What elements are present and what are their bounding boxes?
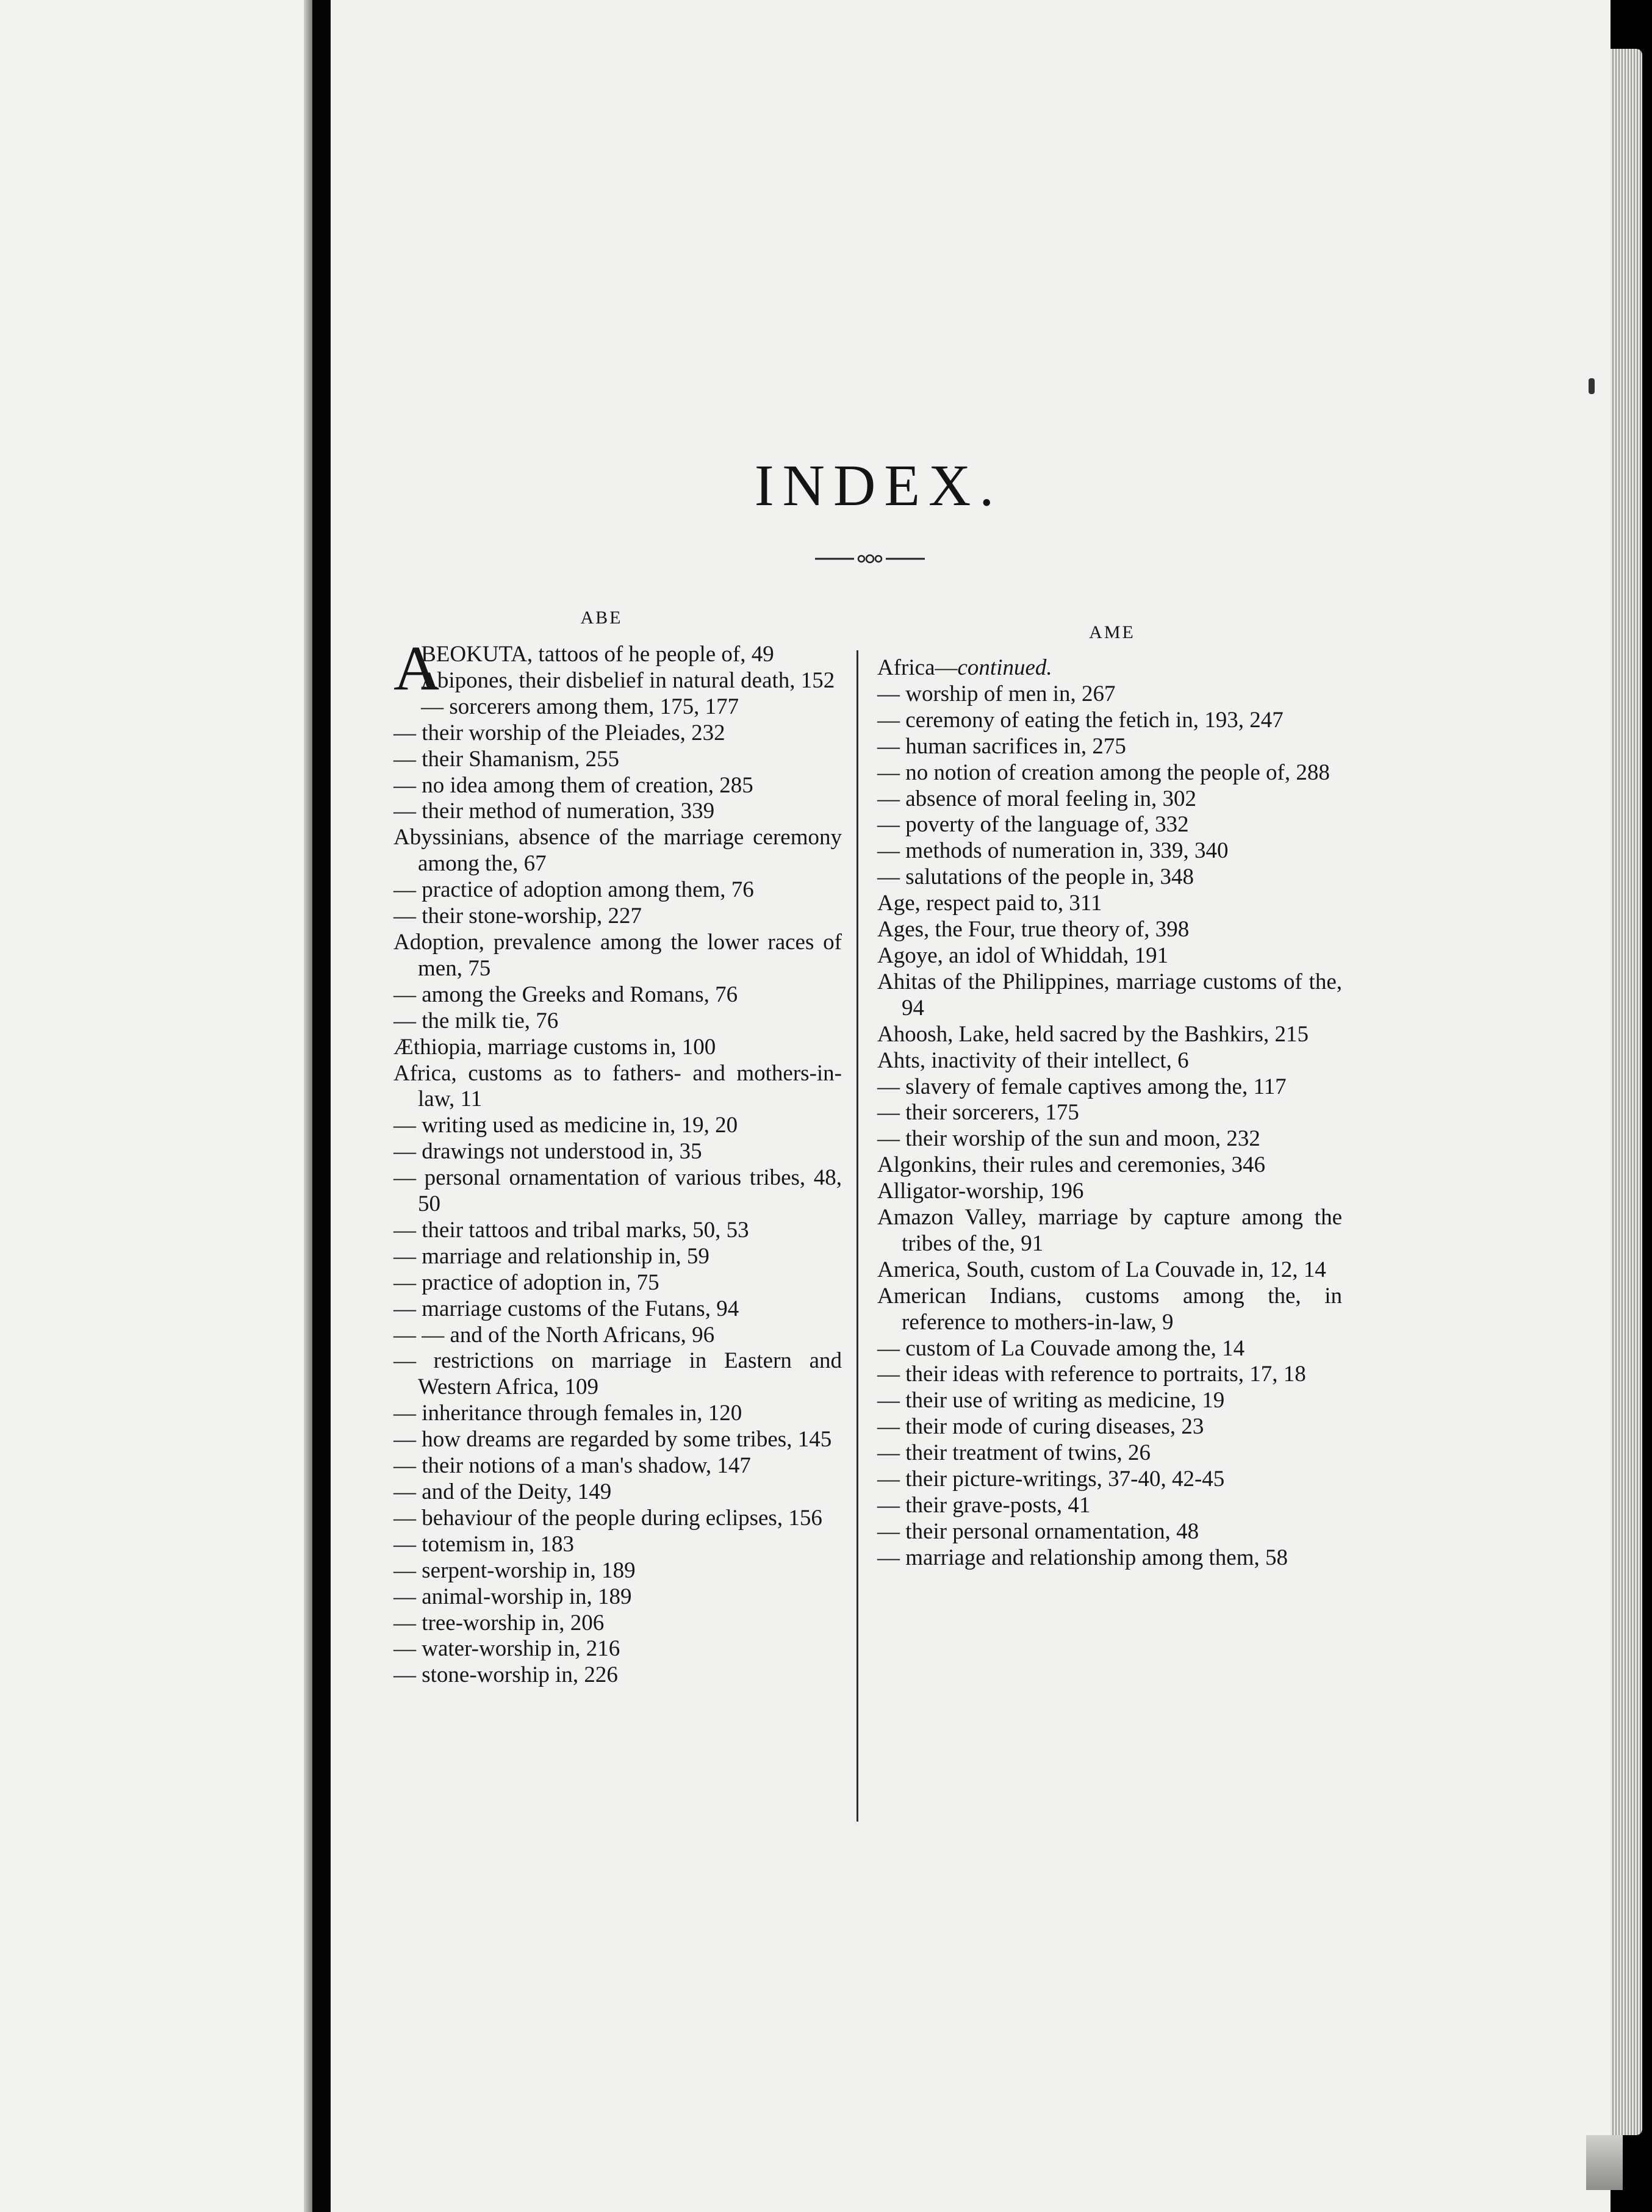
index-entry-text: — ceremony of eating the fetich in, 193, 247 — [877, 707, 1284, 733]
index-entry — [877, 1074, 1342, 1101]
index-entry — [393, 1506, 842, 1532]
index-column-right — [877, 655, 1342, 1571]
index-entry-text: — their sorcerers, 175 — [877, 1100, 1079, 1126]
continued-heading — [877, 655, 1342, 681]
index-entry — [877, 1048, 1342, 1074]
index-entry — [877, 1440, 1342, 1467]
index-entry-text: — their notions of a man's shadow, 147 — [393, 1453, 751, 1479]
index-entry-text: Age, respect paid to, 311 — [877, 891, 1102, 916]
index-entry-text: Ahitas of the Philippines, marriage customs of the, 94 — [877, 969, 1342, 1021]
index-entry-text: — their method of numeration, 339 — [393, 799, 715, 824]
index-entry — [393, 668, 842, 694]
index-entry — [393, 1113, 842, 1139]
index-entry — [877, 681, 1342, 708]
index-entry-text: — their personal ornamentation, 48 — [877, 1518, 1199, 1544]
index-entry — [877, 708, 1342, 734]
index-entry — [877, 1519, 1342, 1545]
index-entry-text: Ahoosh, Lake, held sacred by the Bashkirs, 215 — [877, 1021, 1309, 1047]
index-entry — [393, 877, 842, 903]
drop-cap: A — [393, 633, 440, 703]
index-entry — [877, 1126, 1342, 1152]
index-entry — [877, 1022, 1342, 1048]
index-entry-text: — salutations of the people in, 348 — [877, 864, 1194, 890]
index-entry — [877, 812, 1342, 838]
index-entry — [393, 1061, 842, 1113]
index-entry-text: BEOKUTA, tattoos of he people of, 49 — [421, 642, 774, 667]
index-entry-text: — the milk tie, 76 — [393, 1008, 559, 1033]
index-entry-text: — their grave-posts, 41 — [877, 1493, 1091, 1518]
index-entry-text: — custom of La Couvade among the, 14 — [877, 1335, 1245, 1361]
index-entry — [393, 720, 842, 747]
index-entry-text: America, South, custom of La Couvade in, 12, 14 — [877, 1257, 1326, 1282]
continued-term: Africa— — [877, 655, 958, 680]
index-entry — [393, 1323, 842, 1349]
index-entry-text: — practice of adoption in, 75 — [393, 1269, 659, 1295]
index-entry — [393, 825, 842, 877]
index-entry — [393, 1453, 842, 1479]
index-entry-text: — their ideas with reference to portraits, 17, 18 — [877, 1362, 1306, 1387]
title-ornament-icon — [815, 551, 925, 566]
index-entry-text: — absence of moral feeling in, 302 — [877, 786, 1196, 811]
index-entry — [877, 1284, 1342, 1336]
index-entry — [393, 982, 842, 1008]
index-entry — [393, 1427, 842, 1453]
index-entry — [393, 1558, 842, 1584]
index-entry — [393, 1218, 842, 1244]
index-entry-text: — their stone-worship, 227 — [393, 903, 642, 929]
index-entry — [877, 1467, 1342, 1493]
index-entry-text: Amazon Valley, marriage by capture among the tribes of the, 91 — [877, 1205, 1342, 1256]
index-entry-text: Africa, customs as to fathers- and mothers-in-law, 11 — [393, 1060, 842, 1112]
index-entry-text: — no idea among them of creation, 285 — [393, 772, 753, 798]
index-entry — [877, 1179, 1342, 1205]
index-entry-text: — personal ornamentation of various tribes, 48, 50 — [393, 1165, 842, 1217]
index-entry-text: — human sacrifices in, 275 — [877, 733, 1126, 759]
column-head-left: ABE — [580, 608, 623, 628]
index-entry-text: — drawings not understood in, 35 — [393, 1139, 702, 1165]
index-entry — [393, 1532, 842, 1558]
index-entry — [877, 1336, 1342, 1362]
index-entry-text: — their picture-writings, 37-40, 42-45 — [877, 1467, 1225, 1492]
index-entry — [877, 864, 1342, 891]
index-entry-text: Abipones, their disbelief in natural death, 152 — [421, 667, 835, 693]
index-entry-text: Adoption, prevalence among the lower races of men, 75 — [393, 929, 842, 981]
index-entry-text: — tree-worship in, 206 — [393, 1610, 605, 1636]
index-entry-text: — their use of writing as medicine, 19 — [877, 1388, 1225, 1413]
left-page — [0, 0, 312, 2212]
index-entry-text: American Indians, customs among the, in reference to mothers-in-law, 9 — [877, 1283, 1342, 1335]
index-entry — [877, 760, 1342, 786]
index-entry — [393, 1611, 842, 1637]
index-entry-text: — methods of numeration in, 339, 340 — [877, 838, 1229, 864]
index-entry — [877, 969, 1342, 1022]
index-entry — [393, 747, 842, 773]
index-entry-text: Algonkins, their rules and ceremonies, 346 — [877, 1152, 1266, 1178]
index-entry-text: — inheritance through females in, 120 — [393, 1401, 742, 1426]
index-entry-text: Ahts, inactivity of their intellect, 6 — [877, 1047, 1189, 1073]
index-entry-text: — poverty of the language of, 332 — [877, 812, 1189, 838]
left-page-edge — [304, 0, 312, 2212]
index-entry-text: Ages, the Four, true theory of, 398 — [877, 917, 1190, 943]
index-entry — [877, 1257, 1342, 1284]
index-column-left — [393, 633, 842, 1689]
index-entry-text: — writing used as medicine in, 19, 20 — [393, 1113, 738, 1138]
index-entry — [393, 1035, 842, 1061]
index-entry — [393, 1348, 842, 1401]
index-entry-text: — marriage customs of the Futans, 94 — [393, 1296, 739, 1321]
column-head-right: AME — [1089, 622, 1135, 642]
index-entry — [877, 734, 1342, 760]
page-stack-base — [1586, 2135, 1623, 2190]
index-entry-text: — serpent-worship in, 189 — [393, 1557, 636, 1583]
index-entry-text: — animal-worship in, 189 — [393, 1584, 632, 1609]
index-entry — [877, 1205, 1342, 1257]
index-entry-text: — practice of adoption among them, 76 — [393, 877, 754, 903]
page-title: INDEX. — [754, 453, 1003, 518]
index-entry — [877, 1414, 1342, 1440]
index-entry-text: — stone-worship in, 226 — [393, 1662, 618, 1688]
index-entry — [393, 930, 842, 982]
index-entry-text: — sorcerers among them, 175, 177 — [421, 694, 739, 719]
index-entry-text: Abyssinians, absence of the marriage ceremony among the, 67 — [393, 825, 842, 877]
index-entry-text: — water-worship in, 216 — [393, 1636, 620, 1662]
index-entry-text: — their tattoos and tribal marks, 50, 53 — [393, 1217, 749, 1243]
index-entry-text: — no notion of creation among the people of, 288 — [877, 759, 1330, 785]
index-entry-text: — their worship of the Pleiades, 232 — [393, 720, 725, 745]
index-entry-text: — slavery of female captives among the, 117 — [877, 1074, 1287, 1099]
index-entry-text: — marriage and relationship among them, 58 — [877, 1545, 1288, 1570]
index-entry — [393, 799, 842, 825]
index-entry — [877, 786, 1342, 813]
index-entry-text: — how dreams are regarded by some tribes, 145 — [393, 1427, 832, 1453]
index-entry — [393, 1479, 842, 1506]
index-entry — [877, 917, 1342, 943]
index-entry — [393, 1270, 842, 1296]
index-entry-text: — — and of the North Africans, 96 — [393, 1322, 715, 1348]
page-edge-mark — [1589, 378, 1595, 394]
index-entry-text: — marriage and relationship in, 59 — [393, 1243, 709, 1269]
index-entry-text: — their Shamanism, 255 — [393, 746, 619, 772]
index-entry — [393, 1165, 842, 1218]
index-entry — [393, 1008, 842, 1035]
column-divider — [857, 650, 858, 1822]
index-entry-text: — their worship of the sun and moon, 232 — [877, 1126, 1260, 1152]
index-entry — [393, 1584, 842, 1611]
page-stack-edge — [1611, 49, 1642, 2135]
index-entry — [393, 1401, 842, 1427]
index-entry-text: — and of the Deity, 149 — [393, 1479, 612, 1504]
book-gutter — [312, 0, 331, 2212]
index-entry — [393, 1296, 842, 1323]
index-entry-text: Agoye, an idol of Whiddah, 191 — [877, 943, 1169, 968]
index-entry-text: Æthiopia, marriage customs in, 100 — [393, 1034, 716, 1060]
index-entry — [877, 1388, 1342, 1414]
index-entry — [877, 1100, 1342, 1126]
continued-label: continued. — [957, 655, 1052, 680]
index-entry — [877, 838, 1342, 864]
index-entry-text: — behaviour of the people during eclipses, 156 — [393, 1505, 822, 1531]
index-entry — [877, 1493, 1342, 1519]
index-entry — [877, 1152, 1342, 1179]
index-entry-text: — worship of men in, 267 — [877, 681, 1116, 706]
index-entry-text: — among the Greeks and Romans, 76 — [393, 982, 738, 1007]
index-entry — [877, 1362, 1342, 1388]
index-entry — [393, 1662, 842, 1689]
index-entry-text: — their mode of curing diseases, 23 — [877, 1414, 1204, 1440]
index-entry — [877, 891, 1342, 917]
index-entry — [877, 1545, 1342, 1571]
index-entry — [393, 1636, 842, 1662]
index-entry — [877, 943, 1342, 969]
index-entry — [393, 1139, 842, 1165]
index-entry — [393, 773, 842, 799]
index-entry-text: — their treatment of twins, 26 — [877, 1440, 1151, 1466]
index-entry-text: — restrictions on marriage in Eastern and Western Africa, 109 — [393, 1348, 842, 1400]
index-entry — [393, 1244, 842, 1270]
index-entry-text: — totemism in, 183 — [393, 1531, 574, 1557]
index-entry — [393, 903, 842, 930]
index-entry — [393, 694, 842, 720]
index-entry-text: Alligator-worship, 196 — [877, 1179, 1084, 1204]
